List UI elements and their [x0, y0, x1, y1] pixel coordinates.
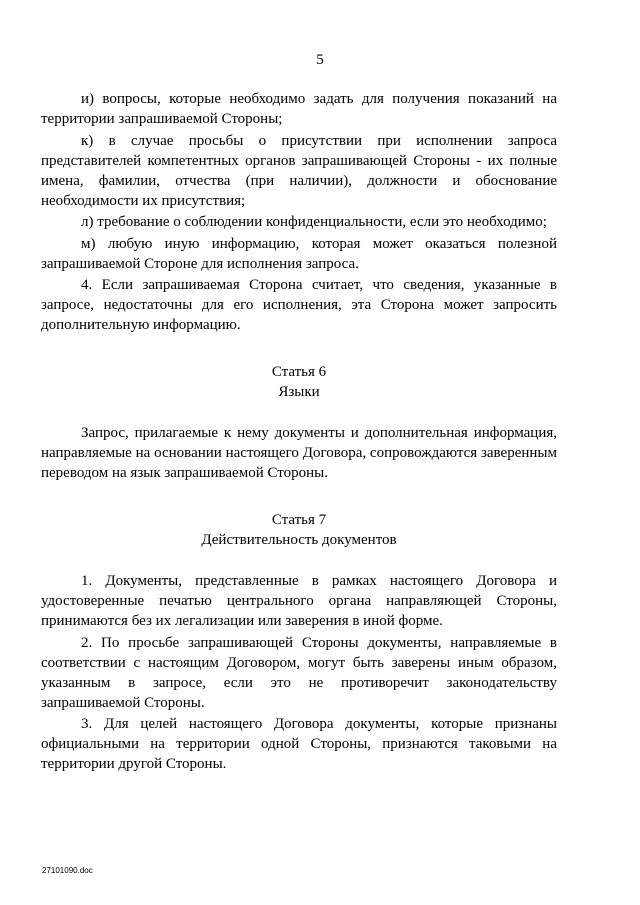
article-7-heading: Статья 7 [271, 512, 327, 528]
article-7-paragraph-3: 3. Для целей настоящего Договора документы, которые признаны официальными на территории одной Стороны, признаются таковыми на территории другой Стороны. [41, 716, 557, 772]
document-body [41, 89, 557, 776]
article-6-heading: Статья 6 [271, 364, 327, 380]
page-number: 5 [316, 52, 324, 68]
article-7-title: Действительность документов [201, 532, 397, 548]
article-7-paragraph-1: 1. Документы, представленные в рамках настоящего Договора и удостоверенные печатью центрального органа направляющей Стороны, принимаются без их легализации или заверения в иной форме. [41, 573, 557, 629]
article-7-header [41, 510, 557, 550]
item-l: л) требование о соблюдении конфиденциальности, если это необходимо; [81, 214, 547, 230]
item-i: и) вопросы, которые необходимо задать для получения показаний на территории запрашиваемой Стороны; [41, 91, 557, 127]
item-k: к) в случае просьбы о присутствии при исполнении запроса представителей компетентных органов запрашивающей Стороны - их полные имена, фамилии, отчества (при наличии), должности и обоснование необходимости их присутствия; [41, 132, 557, 209]
article-6-title: Языки [278, 384, 320, 400]
article-6-paragraph: Запрос, прилагаемые к нему документы и дополнительная информация, направляемые на основании настоящего Договора, сопровождаются заверенным переводом на язык запрашиваемой Стороны. [41, 425, 557, 481]
item-m: м) любую иную информацию, которая может оказаться полезной запрашиваемой Стороне для исполнения запроса. [41, 235, 557, 272]
article-7-paragraph-2: 2. По просьбе запрашивающей Стороны документы, направляемые в соответствии с настоящим Договором, могут быть заверены иным образом, указанным в запросе, если это не противоречит законодательству запрашиваемой Стороны. [41, 634, 557, 711]
paragraph-4: 4. Если запрашиваемая Сторона считает, что сведения, указанные в запросе, недостаточны для его исполнения, эта Сторона может запросить дополнительную информацию. [41, 277, 557, 333]
article-6-header [41, 362, 557, 402]
footer-filename: 27101090.doc [42, 866, 93, 875]
